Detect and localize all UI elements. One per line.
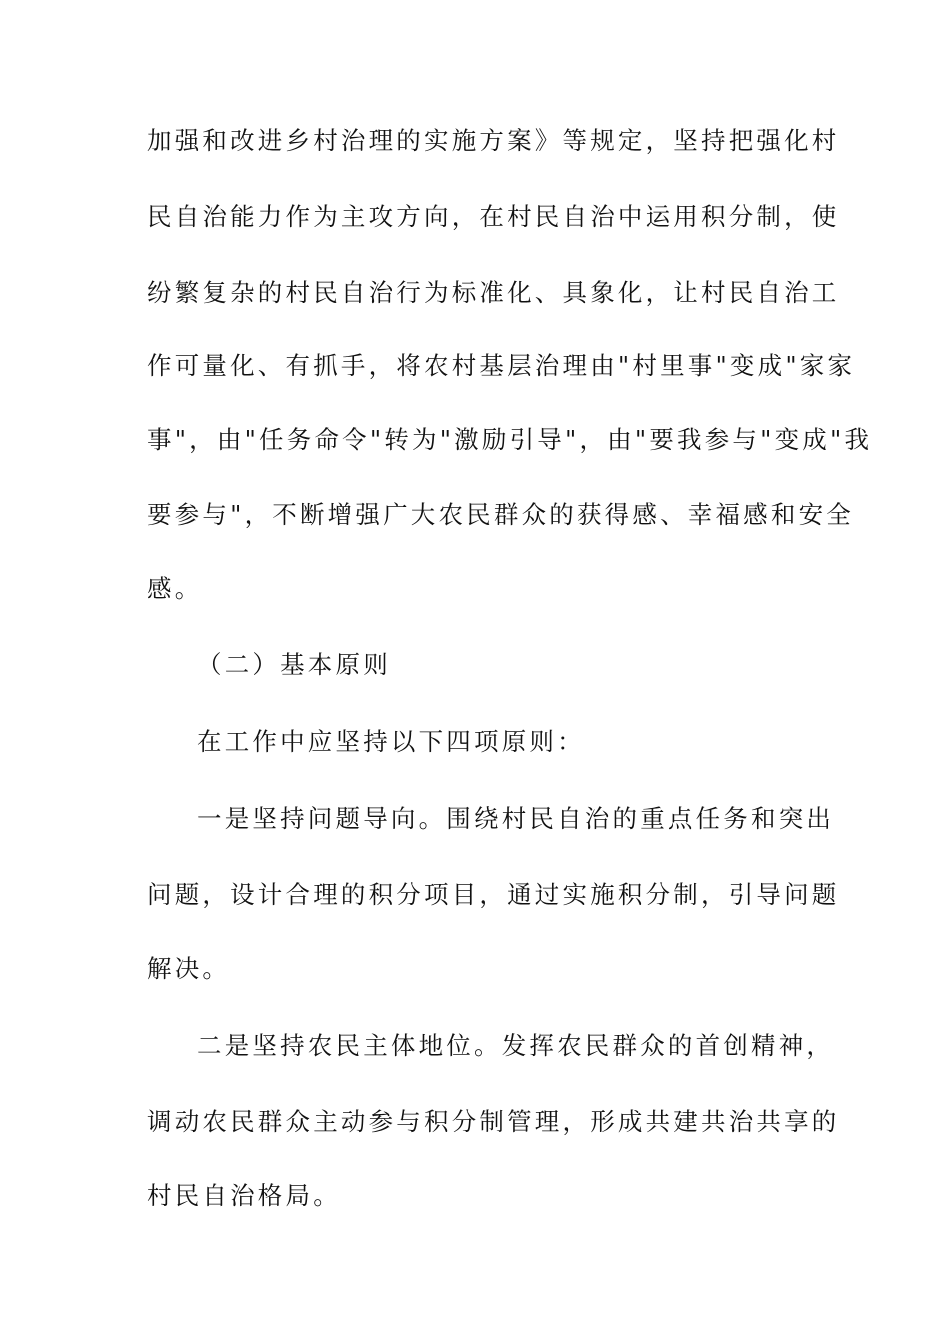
paragraph-3-line-1: 一是坚持问题导向。围绕村民自治的重点任务和突出 — [197, 804, 835, 833]
paragraph-4-line-3: 村民自治格局。 — [147, 1181, 341, 1210]
paragraph-1-line-7: 感。 — [147, 574, 203, 603]
paragraph-2-line-1: 在工作中应坚持以下四项原则： — [197, 727, 585, 756]
paragraph-3-line-2: 问题，设计合理的积分项目，通过实施积分制，引导问题 — [147, 880, 840, 909]
paragraph-4-line-1: 二是坚持农民主体地位。发挥农民群众的首创精神， — [197, 1031, 835, 1060]
paragraph-1-line-5: 事"，由"任务命令"转为"激励引导"，由"要我参与"变成"我 — [147, 425, 873, 454]
paragraph-4-line-2: 调动农民群众主动参与积分制管理，形成共建共治共享的 — [147, 1107, 840, 1136]
paragraph-1-line-4: 作可量化、有抓手，将农村基层治理由"村里事"变成"家家 — [147, 351, 856, 380]
paragraph-1-line-2: 民自治能力作为主攻方向，在村民自治中运用积分制，使 — [147, 202, 840, 231]
section-heading: （二）基本原则 — [197, 650, 391, 679]
paragraph-1-line-1: 加强和改进乡村治理的实施方案》等规定，坚持把强化村 — [147, 126, 840, 155]
paragraph-1-line-3: 纷繁复杂的村民自治行为标准化、具象化，让村民自治工 — [147, 278, 840, 307]
paragraph-1-line-6: 要参与"，不断增强广大农民群众的获得感、幸福感和安全 — [147, 500, 854, 529]
paragraph-3-line-3: 解决。 — [147, 954, 231, 983]
